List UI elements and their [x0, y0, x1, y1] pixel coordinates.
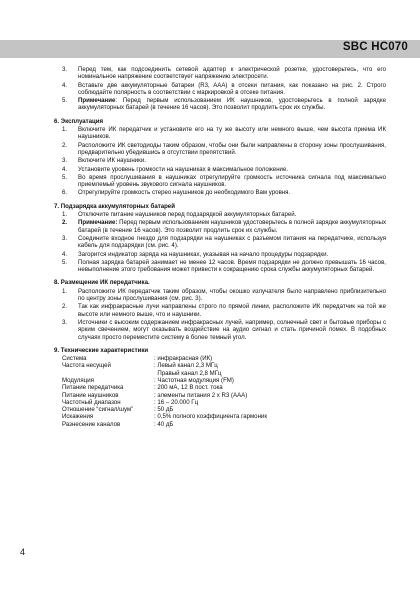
item-text: Так как инфракрасные лучи направлены строго по прямой линии, расположите ИК передатчик на той же высоте или немного выше, что и наушники.: [78, 303, 386, 318]
note-label: Примечание: [78, 97, 116, 105]
item-number: 4.: [62, 81, 68, 89]
list-item: [62, 319, 386, 341]
specs-table: [56, 355, 386, 428]
spec-row: [62, 421, 386, 428]
list-item: [62, 157, 386, 164]
section-title: 7. Подзарядка аккумуляторных батарей: [54, 202, 175, 210]
item-number: 6.: [62, 189, 68, 197]
list-item: [62, 142, 386, 157]
spec-value: : 0,5% полного коэффициента гармоник: [154, 413, 268, 421]
item-number: 3.: [62, 66, 68, 73]
spec-label: Питание передатчика: [62, 384, 124, 392]
spec-label: Частотный диапазон: [62, 398, 121, 406]
manual-content: [56, 66, 386, 428]
list-item: [62, 174, 386, 189]
section-specs: [56, 347, 386, 428]
item-number: 5.: [62, 173, 68, 181]
note-label: Примечание:: [78, 219, 118, 227]
spec-row: [62, 362, 386, 369]
spec-value: : 40 дБ: [154, 420, 174, 428]
spec-label: Частота несущей: [62, 362, 111, 370]
spec-label: Питание наушников: [62, 391, 119, 399]
item-text: Перед тем, как подсоединить сетевой адаптер к электрической розетке, удостоверьтесь, что его номинальное напряжение соответствует напряжению электросети.: [78, 66, 386, 81]
item-number: 1.: [62, 287, 68, 295]
charging-list: [56, 211, 386, 273]
spec-value: : 16 – 20.000 Гц: [154, 398, 199, 406]
item-number: 2.: [62, 141, 68, 149]
item-number: 2.: [62, 219, 68, 227]
list-item: [62, 235, 386, 250]
section-placement: [56, 279, 386, 340]
item-text-wrap: [78, 97, 386, 112]
spec-row: [62, 377, 386, 384]
item-text: : Перед первым использованием ИК наушников, удостоверьтесь в полной зарядке аккумуляторных батарей (в течение 16 часов). Это позволит продлить срок их службы.: [78, 97, 386, 112]
item-text: Вставьте две аккумуляторные батареи (R3, AAA) в отсеки питания, как показано на рис. 2. Строго соблюдайте полярность в соответствии с маркировкой в отсеке питания.: [78, 81, 386, 96]
item-number: 3.: [62, 157, 68, 165]
operation-list: [56, 126, 386, 197]
spec-label: Разнесение каналов: [62, 420, 121, 428]
model-title: SBC HC070: [342, 41, 408, 53]
section-operation: [56, 118, 386, 197]
spec-row: [62, 399, 386, 406]
spec-label: Искажения: [62, 413, 94, 421]
list-item: [62, 259, 386, 274]
list-item: [62, 288, 386, 303]
item-number: 1.: [62, 126, 68, 134]
placement-list: [56, 288, 386, 341]
intro-list: [56, 66, 386, 112]
item-text: Отрегулируйте громкость стерео наушников до необходимого Вам уровня.: [78, 189, 291, 197]
item-number: 4.: [62, 165, 68, 173]
spec-row: [62, 384, 386, 391]
spec-label: Система: [62, 355, 87, 363]
section-charging: [56, 203, 386, 274]
item-text: Полная зарядка батарей занимает не менее 12 часов. Время подзарядки не должно превышать 16 часов, невыполнение этого требования может привести к сокращению срока службы аккумуляторных батарей.: [78, 258, 386, 274]
spec-value: : элементы питания 2 x R3 (AAA): [154, 391, 248, 399]
list-item: [62, 97, 386, 112]
list-item: [62, 303, 386, 318]
list-item: [62, 166, 386, 173]
list-item: [62, 66, 386, 81]
list-item: [62, 219, 386, 234]
item-text: Во время прослушивания в наушниках отрегулируйте громкость источника сигнала под максимально приемлемый уровень звукового сигнала наушников.: [78, 173, 386, 189]
item-number: 5.: [62, 97, 68, 105]
item-number: 2.: [62, 303, 68, 311]
spec-label: [62, 370, 154, 377]
item-text: Установите уровень громкости на наушниках в максимальное положение.: [78, 165, 289, 173]
item-number: 1.: [62, 211, 68, 219]
list-item: [62, 251, 386, 258]
item-text: Включите ИК наушники.: [78, 157, 146, 165]
section-title: 9. Технические характеристики: [54, 346, 149, 354]
list-item: [62, 126, 386, 141]
spec-row: [62, 413, 386, 420]
spec-label: Модуляция: [62, 376, 94, 384]
spec-row: [62, 406, 386, 413]
spec-value: : инфракрасная (ИК): [154, 355, 213, 363]
item-text: Загорится индикатор заряда на наушниках, указывая на начало процедуры подзарядки.: [78, 250, 329, 258]
spec-value: : Левый канал 2,3 МГц: [154, 362, 218, 370]
spec-value: : 50 дБ: [154, 406, 174, 414]
item-text: Соедините входное гнездо для подзарядки на наушниках с разъемом питания на передатчике, используя кабель для подзарядки (см. рис. 4).: [78, 234, 386, 250]
list-item: [62, 211, 386, 218]
item-text: Расположите ИК передатчик таким образом, чтобы окошко излучателя было направлено приблизительно по центру зоны прослушивания (см. рис. 3).: [78, 287, 386, 303]
item-text-wrap: [78, 219, 386, 234]
spec-row: [62, 392, 386, 399]
spec-value: : Частотная модуляция (FM): [154, 376, 234, 384]
spec-label: Отношение “сигнал/шум”: [62, 406, 134, 414]
section-title: 6. Эксплуатация: [54, 117, 104, 125]
item-text: Отключите питание наушников перед подзарядкой аккумуляторных батарей.: [78, 211, 297, 219]
section-title: 8. Размещение ИК передатчика.: [54, 279, 150, 287]
item-number: 5.: [62, 258, 68, 266]
item-text: Источники с высоким содержанием инфракрасных лучей, например, солнечный свет и бытовые приборы с ярким свечением, могут оказывать воздействие на аудио сигнал и стать причиной помех. В подобных случаях просто переместите систему в более темный угол.: [78, 318, 386, 341]
page-number: 4: [20, 547, 26, 557]
item-number: 4.: [62, 250, 68, 258]
item-text: Включите ИК передатчик и установите его на ту же высоту или немного выше, чем высота приема ИК наушников.: [78, 126, 386, 141]
item-number: 3.: [62, 234, 68, 242]
item-text: Расположите ИК светодиоды таким образом, чтобы они были направлены в сторону зоны прослушивания, предварительно убедившись в отсутствии препятствий.: [78, 141, 386, 156]
spec-value: Правый канал 2,8 МГц: [154, 369, 222, 377]
spec-row: [62, 355, 386, 362]
spec-value: : 200 мА, 12 В пост. тока: [154, 384, 223, 392]
item-number: 3.: [62, 318, 68, 326]
spec-row: [62, 370, 386, 377]
item-text: Перед первым использованием наушников удостоверьтесь в полной зарядке аккумуляторных батарей (в течение 16 часов). Это позволит продлить срок их службы.: [78, 219, 386, 234]
list-item: [62, 189, 386, 196]
list-item: [62, 82, 386, 97]
